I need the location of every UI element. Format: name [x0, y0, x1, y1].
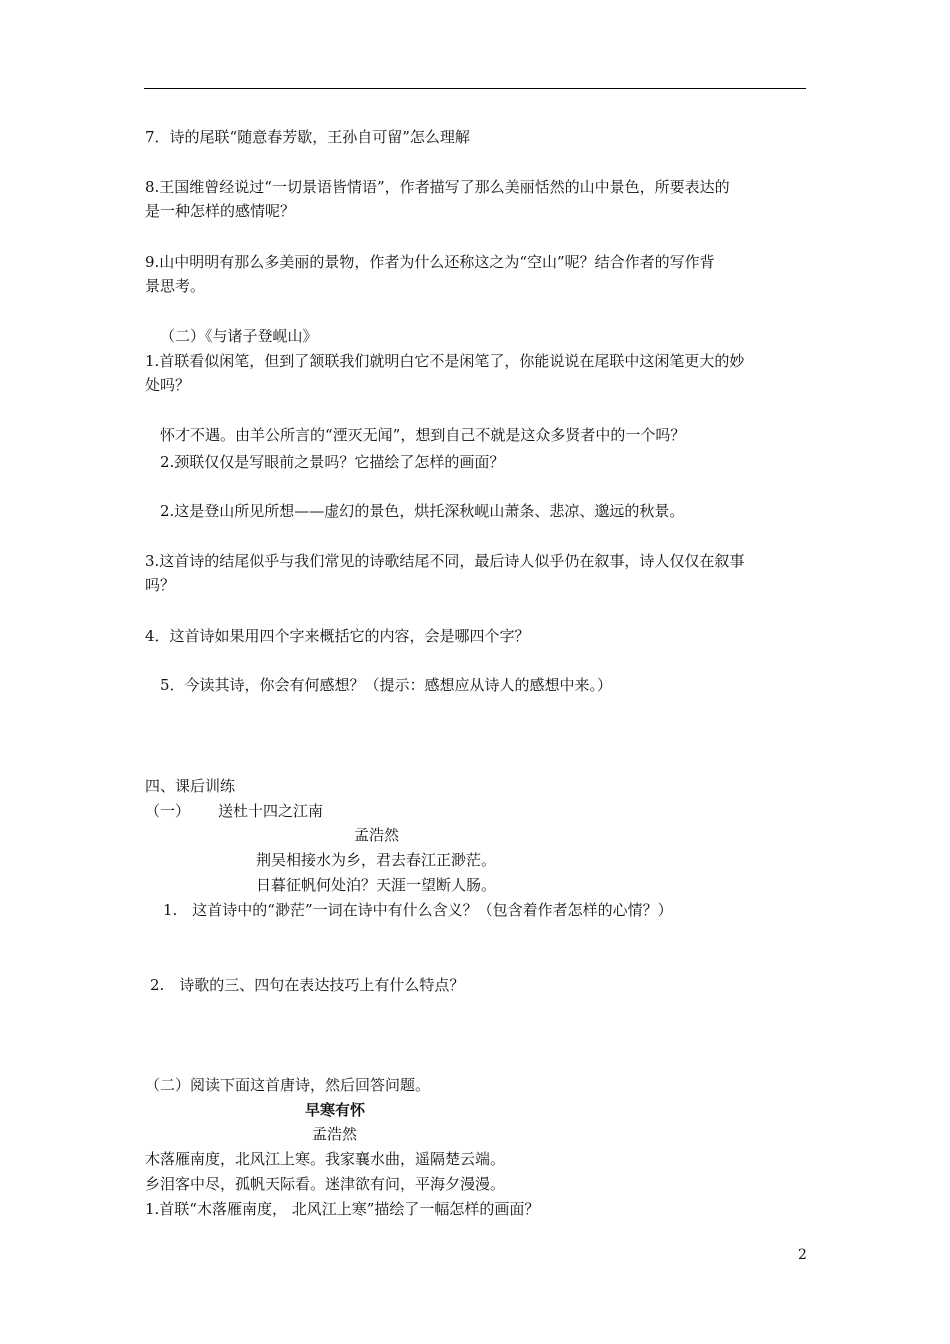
part2-answer-1: 怀才不遇。由羊公所言的“湮灭无闻”，想到自己不就是这众多贤者中的一个吗？ [160, 426, 686, 444]
part2-heading: （二）《与诸子登岘山》 [160, 327, 318, 345]
part2-question-4: 4．这首诗如果用四个字来概括它的内容，会是哪四个字？ [145, 627, 530, 645]
poem1-author: 孟浩然 [354, 826, 400, 844]
question-8-line-2: 是一种怎样的感情呢？ [145, 202, 296, 220]
part2-question-5: 5．今读其诗，你会有何感想？（提示：感想应从诗人的感想中来。） [160, 676, 613, 694]
part2-question-3-line-2: 吗？ [145, 576, 176, 594]
part2-question-1-line-1: 1.首联看似闲笔，但到了颔联我们就明白它不是闲笔了，你能说说在尾联中这闲笔更大的妙 [145, 352, 745, 370]
part2-answer-2: 2.这是登山所见所想——虚幻的景色，烘托深秋岘山萧条、悲凉、邈远的秋景。 [160, 502, 685, 520]
section4-heading: 四、课后训练 [145, 777, 236, 795]
poem1-question-1: 1. 这首诗中的“渺茫”一词在诗中有什么含义？（包含着作者怎样的心情？） [163, 901, 673, 919]
part2-question-1-line-2: 处吗？ [145, 376, 191, 394]
poem2-line-1: 木落雁南度，北风江上寒。我家襄水曲，遥隔楚云端。 [145, 1150, 506, 1168]
part2-question-2: 2.颈联仅仅是写眼前之景吗？它描绘了怎样的画面？ [160, 453, 505, 471]
poem1-number: （一） [145, 802, 191, 820]
question-7: 7．诗的尾联“随意春芳歇，王孙自可留”怎么理解 [145, 128, 470, 146]
question-9-line-2: 景思考。 [145, 277, 206, 295]
question-9-line-1: 9.山中明明有那么多美丽的景物，作者为什么还称这之为“空山”呢？结合作者的写作背 [145, 253, 715, 271]
poem2-author: 孟浩然 [312, 1125, 358, 1143]
poem1-title: 送杜十四之江南 [218, 802, 324, 820]
poem1-line-2: 日暮征帆何处泊？天涯一望断人肠。 [256, 876, 497, 894]
poem1-line-1: 荆吴相接水为乡，君去春江正渺茫。 [256, 851, 497, 869]
part2-question-3-line-1: 3.这首诗的结尾似乎与我们常见的诗歌结尾不同，最后诗人似乎仍在叙事，诗人仅仅在叙事 [145, 552, 745, 570]
poem2-question-1: 1.首联“木落雁南度， 北风江上寒”描绘了一幅怎样的画面？ [145, 1200, 540, 1218]
poem2-intro: （二）阅读下面这首唐诗，然后回答问题。 [145, 1076, 431, 1094]
poem1-question-2: 2. 诗歌的三、四句在表达技巧上有什么特点？ [150, 976, 465, 994]
page-number: 2 [798, 1247, 807, 1263]
poem2-title: 早寒有怀 [305, 1101, 366, 1119]
poem2-line-2: 乡泪客中尽，孤帆天际看。迷津欲有问，平海夕漫漫。 [145, 1175, 506, 1193]
header-rule [144, 88, 806, 89]
question-8-line-1: 8.王国维曾经说过“一切景语皆情语”，作者描写了那么美丽恬然的山中景色，所要表达的 [145, 178, 730, 196]
